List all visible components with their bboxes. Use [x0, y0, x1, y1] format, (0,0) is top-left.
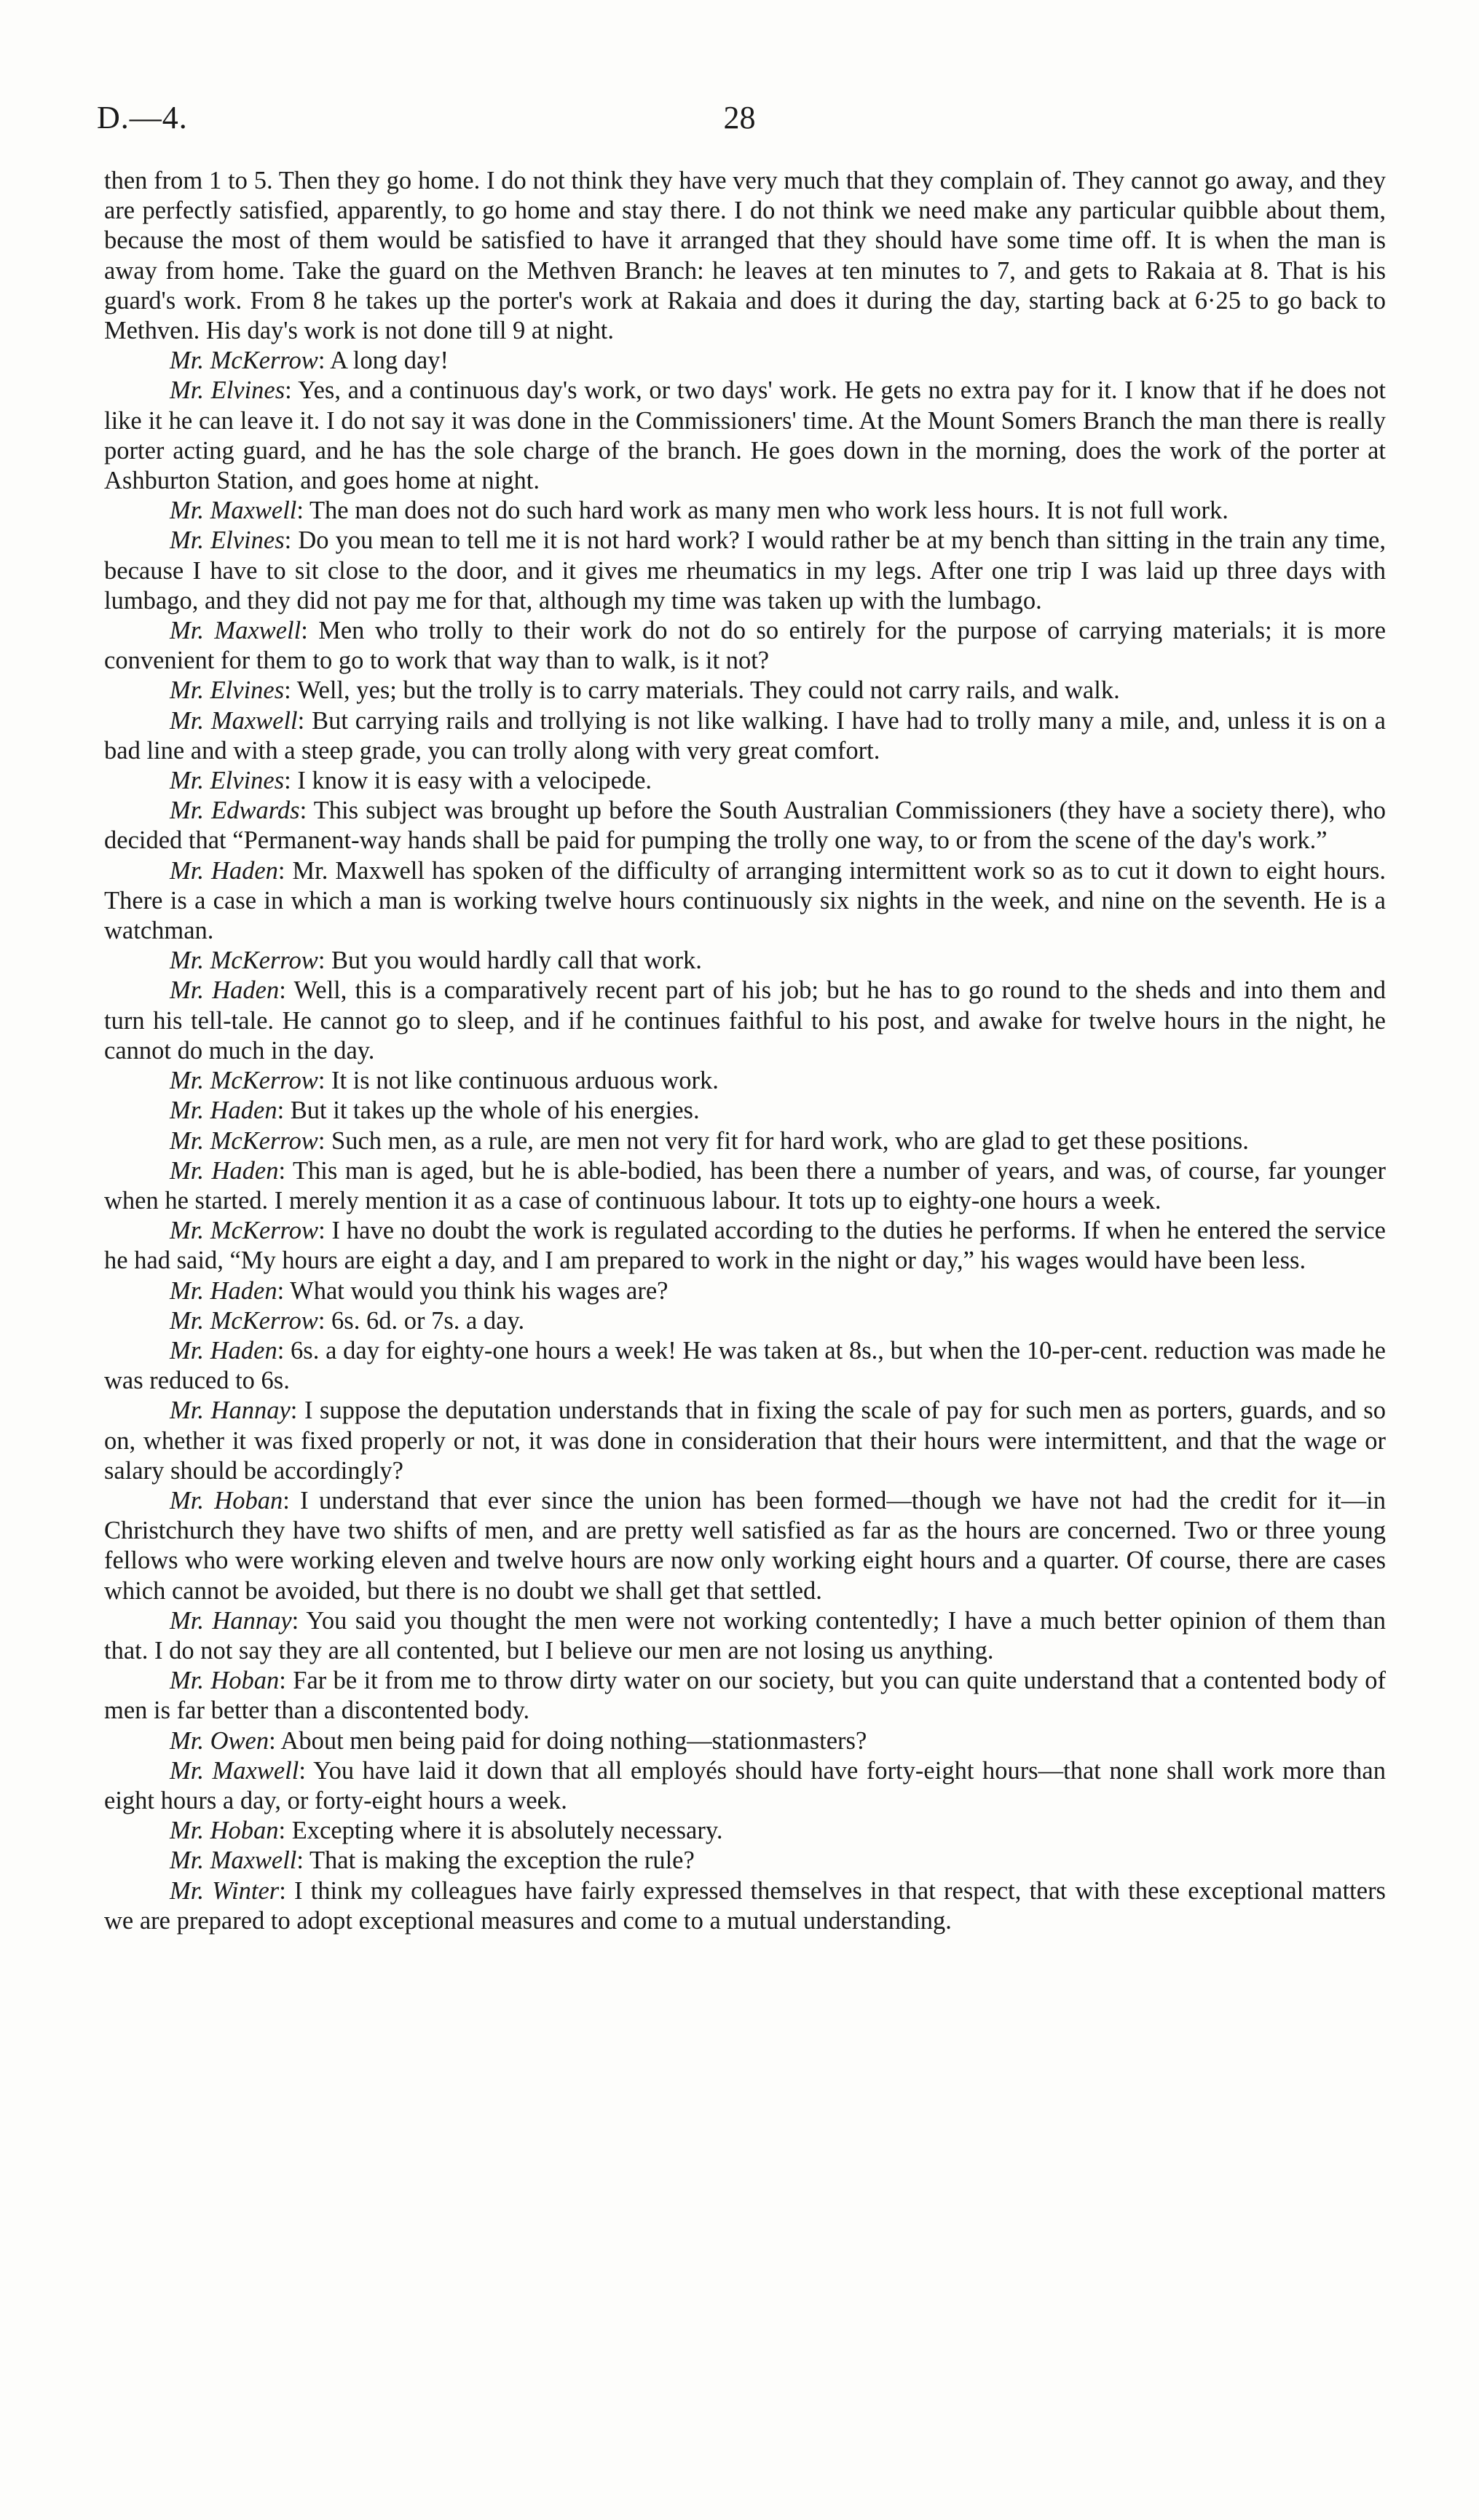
paragraph-text: : I understand that ever since the union has been formed—though we have not had the credit for it—in Christchurch they have two shifts of men, and are pretty well satisfied as far as the hours are concerned. Two or three young fellows who were working eleven and twelve hours are now only working eight hours and a quarter. Of course, there are cases which cannot be avoided, but there is no doubt we shall get that settled.	[104, 1486, 1386, 1605]
paragraph	[104, 1306, 1386, 1336]
paragraph-text: : I know it is easy with a velocipede.	[284, 767, 652, 795]
paragraph	[104, 706, 1386, 766]
paragraph	[104, 496, 1386, 526]
paragraph-text: : It is not like continuous arduous work.	[318, 1067, 719, 1095]
speaker-name: Mr. Edwards	[170, 797, 300, 825]
paragraph	[104, 1336, 1386, 1396]
paragraph-text: : Mr. Maxwell has spoken of the difficulty of arranging intermittent work so as to cut it down to eight hours. There is a case in which a man is working twelve hours continuously six nights in the week, and nine on the seventh. He is a watchman.	[104, 856, 1386, 945]
paragraph	[104, 946, 1386, 976]
speaker-name: Mr. Haden	[170, 1156, 279, 1185]
speaker-name: Mr. McKerrow	[170, 1217, 319, 1245]
paragraph-text: : A long day!	[318, 347, 449, 375]
speaker-name: Mr. Maxwell	[170, 497, 297, 525]
paragraph	[104, 976, 1386, 1066]
paragraph-text: : You have laid it down that all employés should have forty-eight hours—that none shall work more than eight hours a day, or forty-eight hours a week.	[104, 1756, 1386, 1814]
speaker-name: Mr. Hoban	[170, 1667, 280, 1695]
speaker-name: Mr. Haden	[170, 1097, 277, 1125]
speaker-name: Mr. McKerrow	[170, 1306, 318, 1335]
paragraph	[104, 1486, 1386, 1606]
paragraph	[104, 1846, 1386, 1876]
paragraph-text: : I have no doubt the work is regulated according to the duties he performs. If when he entered the service he had said, “My hours are eight a day, and I am prepared to work in the night or day,” his wages would have been less.	[104, 1217, 1386, 1275]
paragraph	[104, 1876, 1386, 1936]
paragraph	[104, 346, 1386, 376]
page-header	[97, 96, 1382, 140]
paragraph	[104, 1156, 1386, 1216]
paragraph	[104, 1396, 1386, 1486]
speaker-name: Mr. Hoban	[170, 1817, 279, 1845]
speaker-name: Mr. Hannay	[170, 1606, 292, 1635]
paragraph	[104, 1666, 1386, 1726]
page-number: 28	[723, 100, 756, 135]
paragraph-text: : Well, this is a comparatively recent part of his job; but he has to go round to the sheds and into them and turn his tell-tale. He cannot go to sleep, and if he continues faithful to his post, and awake for twelve hours in the night, he cannot do much in the day.	[104, 976, 1387, 1065]
speaker-name: Mr. Maxwell	[170, 617, 301, 645]
paragraph-text: : Excepting where it is absolutely necessary.	[278, 1817, 723, 1845]
paragraph-text: : 6s. 6d. or 7s. a day.	[318, 1306, 525, 1335]
paragraph-text: : Do you mean to tell me it is not hard work? I would rather be at my bench than sitting in the train any time, because I have to sit close to the door, and it gives me rheumatics in my legs. After one trip I was laid up three days with lumbago, and they did not pay me for that, although my time was taken up with the lumbago.	[104, 526, 1386, 615]
speaker-name: Mr. Hannay	[170, 1397, 291, 1425]
paragraph-text: : Far be it from me to throw dirty water on our society, but you can quite understand that a contented body of men is far better than a discontented body.	[104, 1667, 1386, 1725]
speaker-name: Mr. Haden	[170, 976, 280, 1005]
speaker-name: Mr. McKerrow	[170, 1067, 318, 1095]
paragraph-text: : That is making the exception the rule?	[296, 1846, 695, 1875]
paragraph	[104, 1756, 1386, 1816]
paragraph	[104, 1126, 1386, 1156]
paragraph-text: : I think my colleagues have fairly expressed themselves in that respect, that with these exceptional matters we are prepared to adopt exceptional measures and come to a mutual understanding.	[104, 1876, 1386, 1935]
paragraph-text: : But carrying rails and trollying is not like walking. I have had to trolly many a mile, and, unless it is on a bad line and with a steep grade, you can trolly along with very great comfort.	[104, 706, 1386, 765]
speaker-name: Mr. Elvines	[170, 526, 285, 555]
paragraph	[104, 1606, 1386, 1666]
paragraph-text: : I suppose the deputation understands that in fixing the scale of pay for such men as porters, guards, and so on, whether it was fixed properly or not, it was done in consideration that their hours were intermittent, and that the wage or salary should be accordingly?	[104, 1397, 1386, 1485]
transcript-body	[104, 166, 1386, 1936]
speaker-name: Mr. Elvines	[170, 767, 285, 795]
paragraph	[104, 796, 1386, 856]
paragraph	[104, 766, 1386, 796]
speaker-name: Mr. McKerrow	[170, 947, 318, 975]
paragraph	[104, 676, 1386, 706]
speaker-name: Mr. Haden	[170, 1276, 277, 1305]
paragraph	[104, 166, 1386, 346]
paragraph	[104, 1816, 1386, 1846]
speaker-name: Mr. McKerrow	[170, 347, 318, 375]
paragraph-text: : The man does not do such hard work as many men who work less hours. It is not full work.	[296, 497, 1228, 525]
speaker-name: Mr. Maxwell	[170, 706, 298, 735]
paragraph-text: : About men being paid for doing nothing—stationmasters?	[269, 1726, 867, 1755]
paragraph-text: : Such men, as a rule, are men not very fit for hard work, who are glad to get these positions.	[318, 1126, 1249, 1155]
paragraph	[104, 1276, 1386, 1306]
speaker-name: Mr. Haden	[170, 1336, 277, 1364]
paragraph-text: : 6s. a day for eighty-one hours a week! He was taken at 8s., but when the 10-per-cent. reduction was made he was reduced to 6s.	[104, 1336, 1386, 1395]
paragraph	[104, 856, 1386, 947]
paragraph-text: : But you would hardly call that work.	[318, 947, 702, 975]
paragraph-text: then from 1 to 5. Then they go home. I do not think they have very much that they complain of. They cannot go away, and they are perfectly satisfied, apparently, to go home and stay there. I do not think we need make any particular quibble about them, because the most of them would be satisfied to have it arranged that they should have some time off. It is when the man is away from home. Take the guard on the Methven Branch: he leaves at ten minutes to 7, and gets to Rakaia at 8. That is his guard's work. From 8 he takes up the porter's work at Rakaia and does it during the day, starting back at 6·25 to go back to Methven. His day's work is not done till 9 at night.	[104, 167, 1386, 345]
paragraph	[104, 1726, 1386, 1756]
paragraph-text: : You said you thought the men were not working contentedly; I have a much better opinion of them than that. I do not say they are all contented, but I believe our men are not losing us anything.	[104, 1606, 1387, 1664]
paragraph	[104, 1066, 1386, 1096]
paragraph	[104, 616, 1386, 676]
speaker-name: Mr. Elvines	[170, 676, 285, 705]
paragraph	[104, 1096, 1386, 1126]
document-reference: D.—4.	[97, 100, 188, 135]
paragraph-text: : Men who trolly to their work do not do so entirely for the purpose of carrying materials; it is more convenient for them to go to work that way than to walk, is it not?	[104, 617, 1387, 675]
speaker-name: Mr. Hoban	[170, 1486, 283, 1514]
paragraph-text: : What would you think his wages are?	[277, 1276, 668, 1305]
speaker-name: Mr. Maxwell	[170, 1756, 299, 1785]
speaker-name: Mr. Maxwell	[170, 1846, 297, 1875]
paragraph-text: : Yes, and a continuous day's work, or two days' work. He gets no extra pay for it. I know that if he does not like it he can leave it. I do not say it was done in the Commissioners' time. At the Mount Somers Branch the man there is really porter acting guard, and he has the sole charge of the branch. He goes down in the morning, does the work of the porter at Ashburton Station, and goes home at night.	[104, 376, 1386, 495]
paragraph-text: : Well, yes; but the trolly is to carry materials. They could not carry rails, and walk.	[284, 676, 1120, 705]
paragraph-text: : This subject was brought up before the South Australian Commissioners (they have a society there), who decided that “Permanent-way hands shall be paid for pumping the trolly one way, to or from the scene of the day's work.”	[104, 797, 1386, 855]
paragraph	[104, 376, 1386, 496]
paragraph-text: : This man is aged, but he is able-bodied, has been there a number of years, and was, of course, far younger when he started. I merely mention it as a case of continuous labour. It tots up to eighty-one hours a week.	[104, 1156, 1386, 1214]
speaker-name: Mr. Owen	[170, 1726, 269, 1755]
speaker-name: Mr. Haden	[170, 856, 278, 885]
speaker-name: Mr. Winter	[170, 1876, 280, 1905]
speaker-name: Mr. McKerrow	[170, 1126, 318, 1155]
paragraph	[104, 1216, 1386, 1276]
paragraph-text: : But it takes up the whole of his energies.	[277, 1097, 700, 1125]
paragraph	[104, 526, 1386, 616]
speaker-name: Mr. Elvines	[170, 376, 285, 405]
